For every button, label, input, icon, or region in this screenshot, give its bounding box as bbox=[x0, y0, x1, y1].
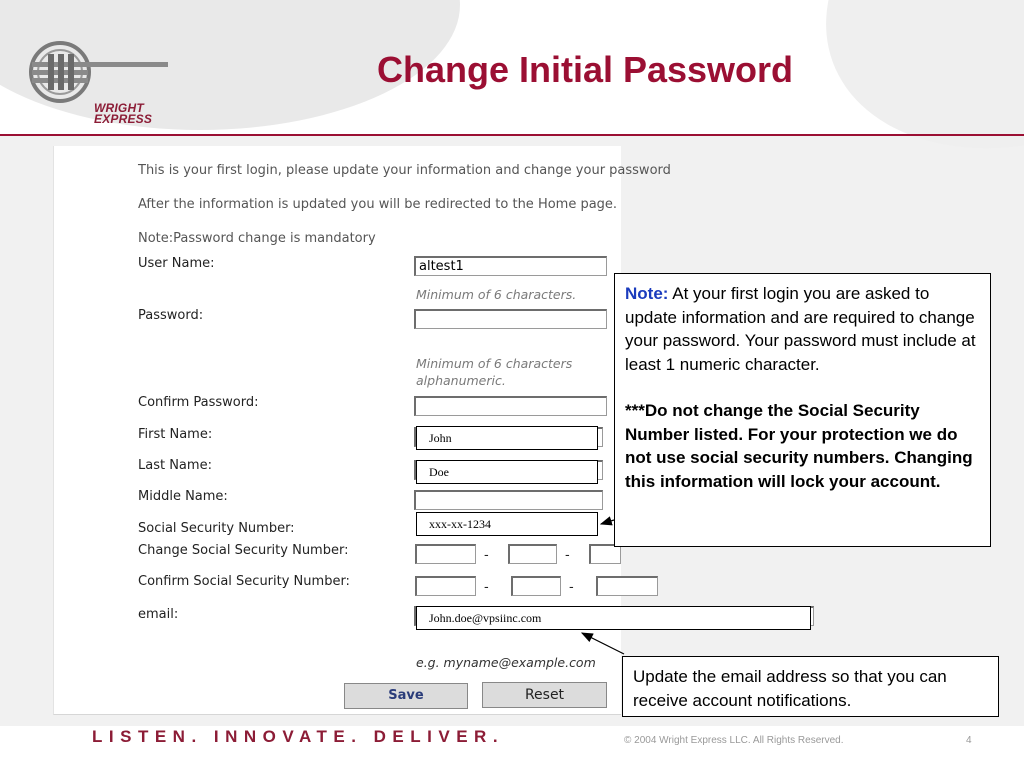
note-callout bbox=[614, 273, 991, 547]
first-name-label: First Name: bbox=[138, 427, 213, 442]
change-ssn-label: Change Social Security Number: bbox=[138, 543, 349, 558]
note-label: Note: bbox=[625, 284, 669, 303]
intro-line-3: Note:Password change is mandatory bbox=[138, 231, 376, 246]
header-divider bbox=[0, 134, 1024, 136]
logo-line-2: EXPRESS bbox=[94, 112, 153, 126]
confirm-password-label: Confirm Password: bbox=[138, 395, 259, 410]
last-name-label: Last Name: bbox=[138, 458, 212, 473]
slide-title: Change Initial Password bbox=[376, 49, 794, 90]
header-swoosh-right bbox=[781, 0, 1024, 203]
password-hint-line-1: Minimum of 6 characters bbox=[416, 356, 573, 371]
intro-line-1: This is your first login, please update your information and change your password bbox=[138, 163, 671, 178]
password-label: Password: bbox=[138, 308, 204, 323]
confirm-ssn-dash-2: - bbox=[569, 580, 574, 595]
confirm-ssn-part-3[interactable] bbox=[596, 576, 658, 596]
logo-text bbox=[94, 103, 152, 125]
middle-name-label: Middle Name: bbox=[138, 489, 228, 504]
email-callout-text: Update the email address so that you can receive account notifications. bbox=[633, 667, 947, 710]
ssn-label: Social Security Number: bbox=[138, 521, 295, 536]
ssn-value-overlay[interactable]: xxx-xx-1234 bbox=[416, 512, 598, 536]
last-name-value-overlay[interactable]: Doe bbox=[416, 460, 598, 484]
ssn-warning-text: ***Do not change the Social Security Number listed. For your protection we do not use social security numbers. Changing this information will lock your account. bbox=[625, 401, 973, 491]
password-hint-line-2: alphanumeric. bbox=[416, 373, 506, 388]
footer-slogan: LISTEN. INNOVATE. DELIVER. bbox=[92, 727, 505, 746]
change-ssn-part-1[interactable] bbox=[415, 544, 476, 564]
change-ssn-part-2[interactable] bbox=[508, 544, 557, 564]
middle-name-input[interactable] bbox=[414, 490, 603, 510]
note-text: At your first login you are asked to update information and are required to change your password. Your password must include at least 1 numeric character. bbox=[625, 284, 976, 374]
username-hint: Minimum of 6 characters. bbox=[416, 287, 577, 302]
change-ssn-dash-1: - bbox=[484, 548, 489, 563]
username-label: User Name: bbox=[138, 256, 215, 271]
intro-line-2: After the information is updated you will be redirected to the Home page. bbox=[138, 197, 618, 212]
change-ssn-part-3[interactable] bbox=[589, 544, 621, 564]
page-number: 4 bbox=[966, 735, 972, 746]
username-input[interactable]: altest1 bbox=[414, 256, 607, 276]
reset-button[interactable]: Reset bbox=[482, 682, 607, 708]
save-button[interactable]: Save bbox=[344, 683, 468, 709]
email-label: email: bbox=[138, 607, 179, 622]
footer-copyright: © 2004 Wright Express LLC. All Rights Reserved. bbox=[624, 735, 844, 746]
wright-express-logo bbox=[28, 40, 178, 126]
globe-logo-icon bbox=[28, 40, 178, 104]
email-hint: e.g. myname@example.com bbox=[416, 655, 596, 670]
confirm-ssn-part-2[interactable] bbox=[511, 576, 561, 596]
confirm-ssn-label: Confirm Social Security Number: bbox=[138, 574, 350, 589]
confirm-ssn-part-1[interactable] bbox=[415, 576, 476, 596]
change-ssn-dash-2: - bbox=[565, 548, 570, 563]
password-input[interactable] bbox=[414, 309, 607, 329]
first-name-value-overlay[interactable]: John bbox=[416, 426, 598, 450]
confirm-password-input[interactable] bbox=[414, 396, 607, 416]
email-callout bbox=[622, 656, 999, 717]
confirm-ssn-dash-1: - bbox=[484, 580, 489, 595]
logo-line-1: WRIGHT bbox=[94, 101, 144, 115]
email-value-overlay[interactable]: John.doe@vpsiinc.com bbox=[416, 606, 811, 630]
